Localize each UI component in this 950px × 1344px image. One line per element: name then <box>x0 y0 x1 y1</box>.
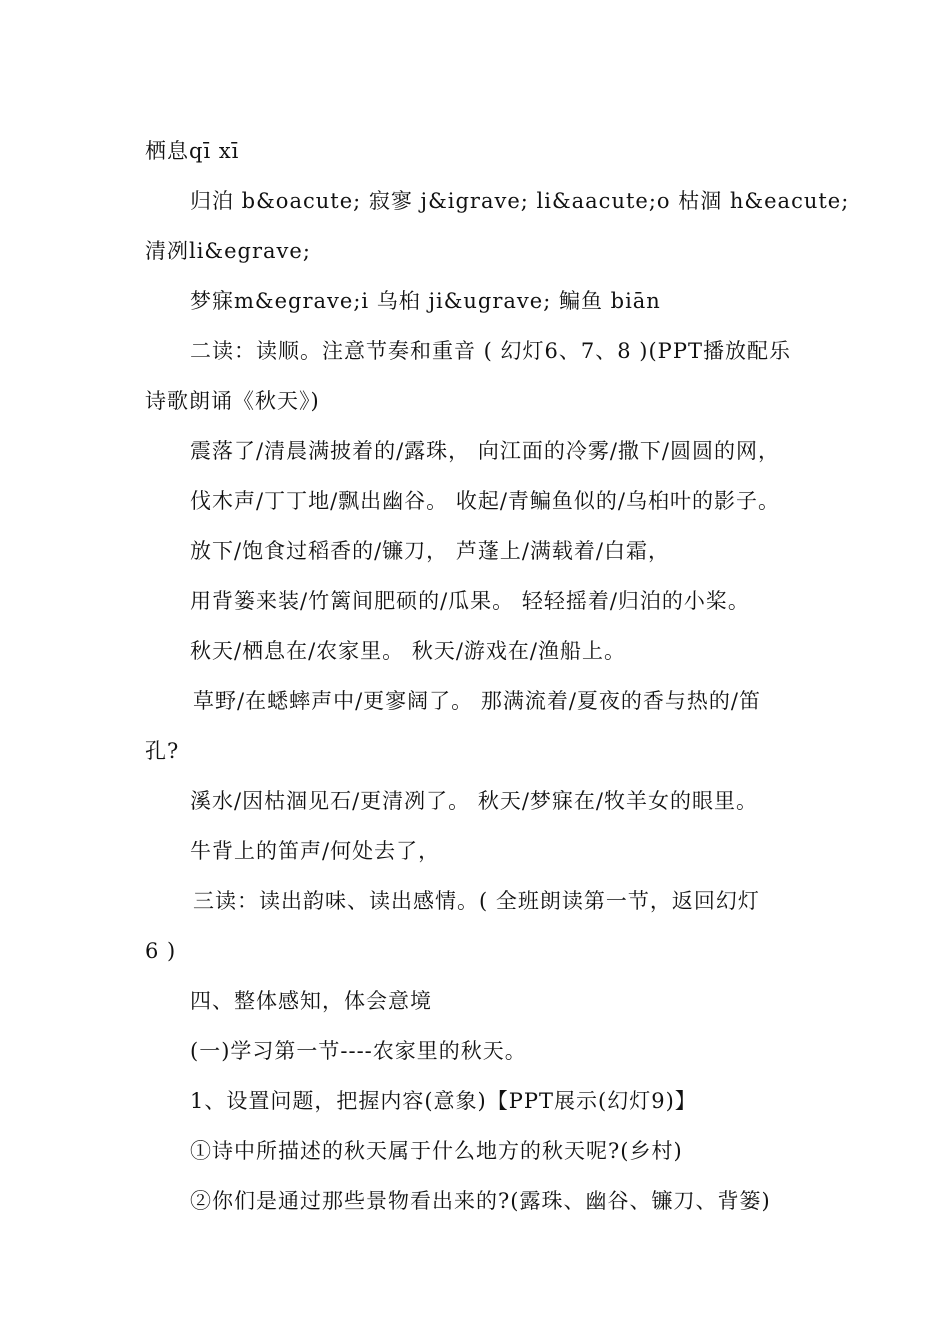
section-heading: 四、整体感知，体会意境 <box>190 989 432 1013</box>
second-reading-continued: 诗歌朗诵《秋天》) <box>145 389 320 413</box>
poem-line: 震落了/清晨满披着的/露珠， 向江面的冷雾/撒下/圆圆的网， <box>190 439 780 463</box>
question-item: ②你们是通过那些景物看出来的?(露珠、幽谷、镰刀、背篓) <box>190 1189 771 1213</box>
pinyin-line-mengmei: 梦寐m&egrave;i 乌桕 ji&ugrave; 鳊鱼 biān <box>190 289 661 313</box>
pinyin-line-guibo: 归泊 b&oacute; 寂寥 j&igrave; li&aacute;o 枯涸 h&eacute; <box>190 189 850 213</box>
pinyin-line-qixi: 栖息qī xī <box>145 139 240 163</box>
poem-line: 秋天/栖息在/农家里。 秋天/游戏在/渔船上。 <box>190 639 626 663</box>
poem-line: 放下/饱食过稻香的/镰刀， 芦蓬上/满载着/白霜， <box>190 539 670 563</box>
question-item: ①诗中所描述的秋天属于什么地方的秋天呢?(乡村) <box>190 1139 683 1163</box>
poem-line: 溪水/因枯涸见石/更清冽了。 秋天/梦寐在/牧羊女的眼里。 <box>190 789 758 813</box>
pinyin-line-qinglie: 清冽li&egrave; <box>145 239 311 263</box>
poem-line: 牛背上的笛声/何处去了， <box>190 839 441 863</box>
poem-line: 草野/在蟋蟀声中/更寥阔了。 那满流着/夏夜的香与热的/笛 <box>193 689 761 713</box>
poem-line-continued: 孔? <box>145 739 180 763</box>
second-reading-heading: 二读：读顺。注意节奏和重音 ( 幻灯6、7、8 )(PPT播放配乐 <box>190 339 791 363</box>
third-reading-heading: 三读：读出韵味、读出感情。( 全班朗读第一节，返回幻灯 <box>193 889 760 913</box>
subsection-heading: (一)学习第一节----农家里的秋天。 <box>190 1039 527 1063</box>
poem-line: 伐木声/丁丁地/飘出幽谷。 收起/青鳊鱼似的/乌桕叶的影子。 <box>190 489 780 513</box>
poem-line: 用背篓来装/竹篱间肥硕的/瓜果。 轻轻摇着/归泊的小桨。 <box>190 589 750 613</box>
third-reading-continued: 6 ) <box>145 939 177 963</box>
task-item: 1、设置问题，把握内容(意象)【PPT展示(幻灯9)】 <box>190 1089 697 1113</box>
